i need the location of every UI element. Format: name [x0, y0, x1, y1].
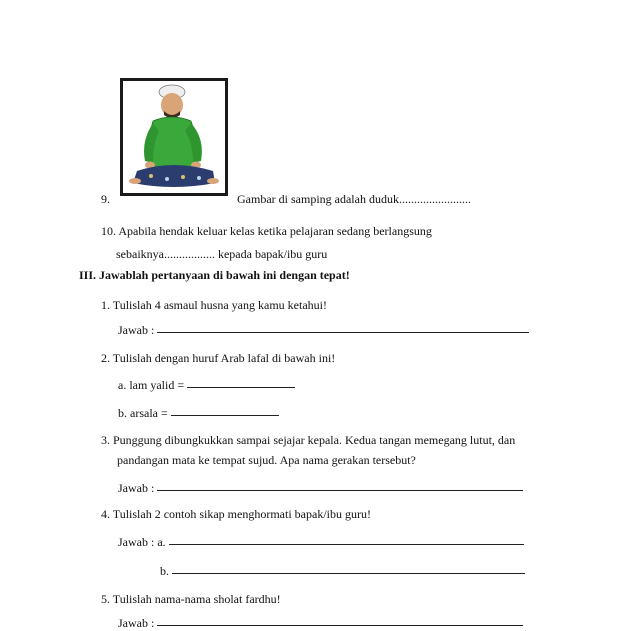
item-a-label: a. lam yalid = [118, 378, 188, 392]
essay-4-answer-a [118, 535, 524, 550]
answer-line[interactable] [157, 332, 529, 333]
essay-2-question: 2. Tulislah dengan huruf Arab lafal di bawah ini! [101, 351, 336, 365]
answer-label: Jawab : [118, 323, 158, 337]
essay-3-answer [118, 481, 523, 496]
answer-line[interactable] [187, 387, 295, 388]
essay-4-question: 4. Tulislah 2 contoh sikap menghormati bapak/ibu guru! [101, 507, 371, 521]
answer-b-label: b. [160, 564, 172, 578]
essay-4-answer-b [160, 564, 525, 579]
answer-line[interactable] [172, 573, 525, 574]
essay-2-item-b [118, 406, 279, 421]
answer-a-label: Jawab : a. [118, 535, 169, 549]
answer-label: Jawab : [118, 616, 158, 630]
question-9-number: 9. [101, 192, 110, 206]
section-3-heading: III. Jawablah pertanyaan di bawah ini dengan tepat! [79, 268, 350, 282]
essay-2-item-a [118, 378, 295, 393]
essay-1-question: 1. Tulislah 4 asmaul husna yang kamu ketahui! [101, 298, 327, 312]
answer-line[interactable] [157, 625, 523, 626]
essay-5-question: 5. Tulislah nama-nama sholat fardhu! [101, 592, 281, 606]
answer-label: Jawab : [118, 481, 158, 495]
answer-line[interactable] [171, 415, 279, 416]
question-10-line2: sebaiknya................. kepada bapak/ibu guru [116, 247, 328, 261]
question-9-text: Gambar di samping adalah duduk........................ [237, 192, 471, 206]
essay-3-line2: pandangan mata ke tempat sujud. Apa nama gerakan tersebut? [117, 453, 416, 467]
essay-1-answer [118, 323, 529, 338]
essay-5-answer [118, 616, 523, 631]
answer-line[interactable] [169, 544, 524, 545]
answer-line[interactable] [157, 490, 523, 491]
essay-3-line1: 3. Punggung dibungkukkan sampai sejajar kepala. Kedua tangan memegang lutut, dan [101, 433, 516, 447]
illustration-seated-man [120, 78, 228, 196]
seated-man-drawing [123, 81, 225, 193]
question-10-line1: 10. Apabila hendak keluar kelas ketika pelajaran sedang berlangsung [101, 224, 432, 238]
item-b-label: b. arsala = [118, 406, 171, 420]
